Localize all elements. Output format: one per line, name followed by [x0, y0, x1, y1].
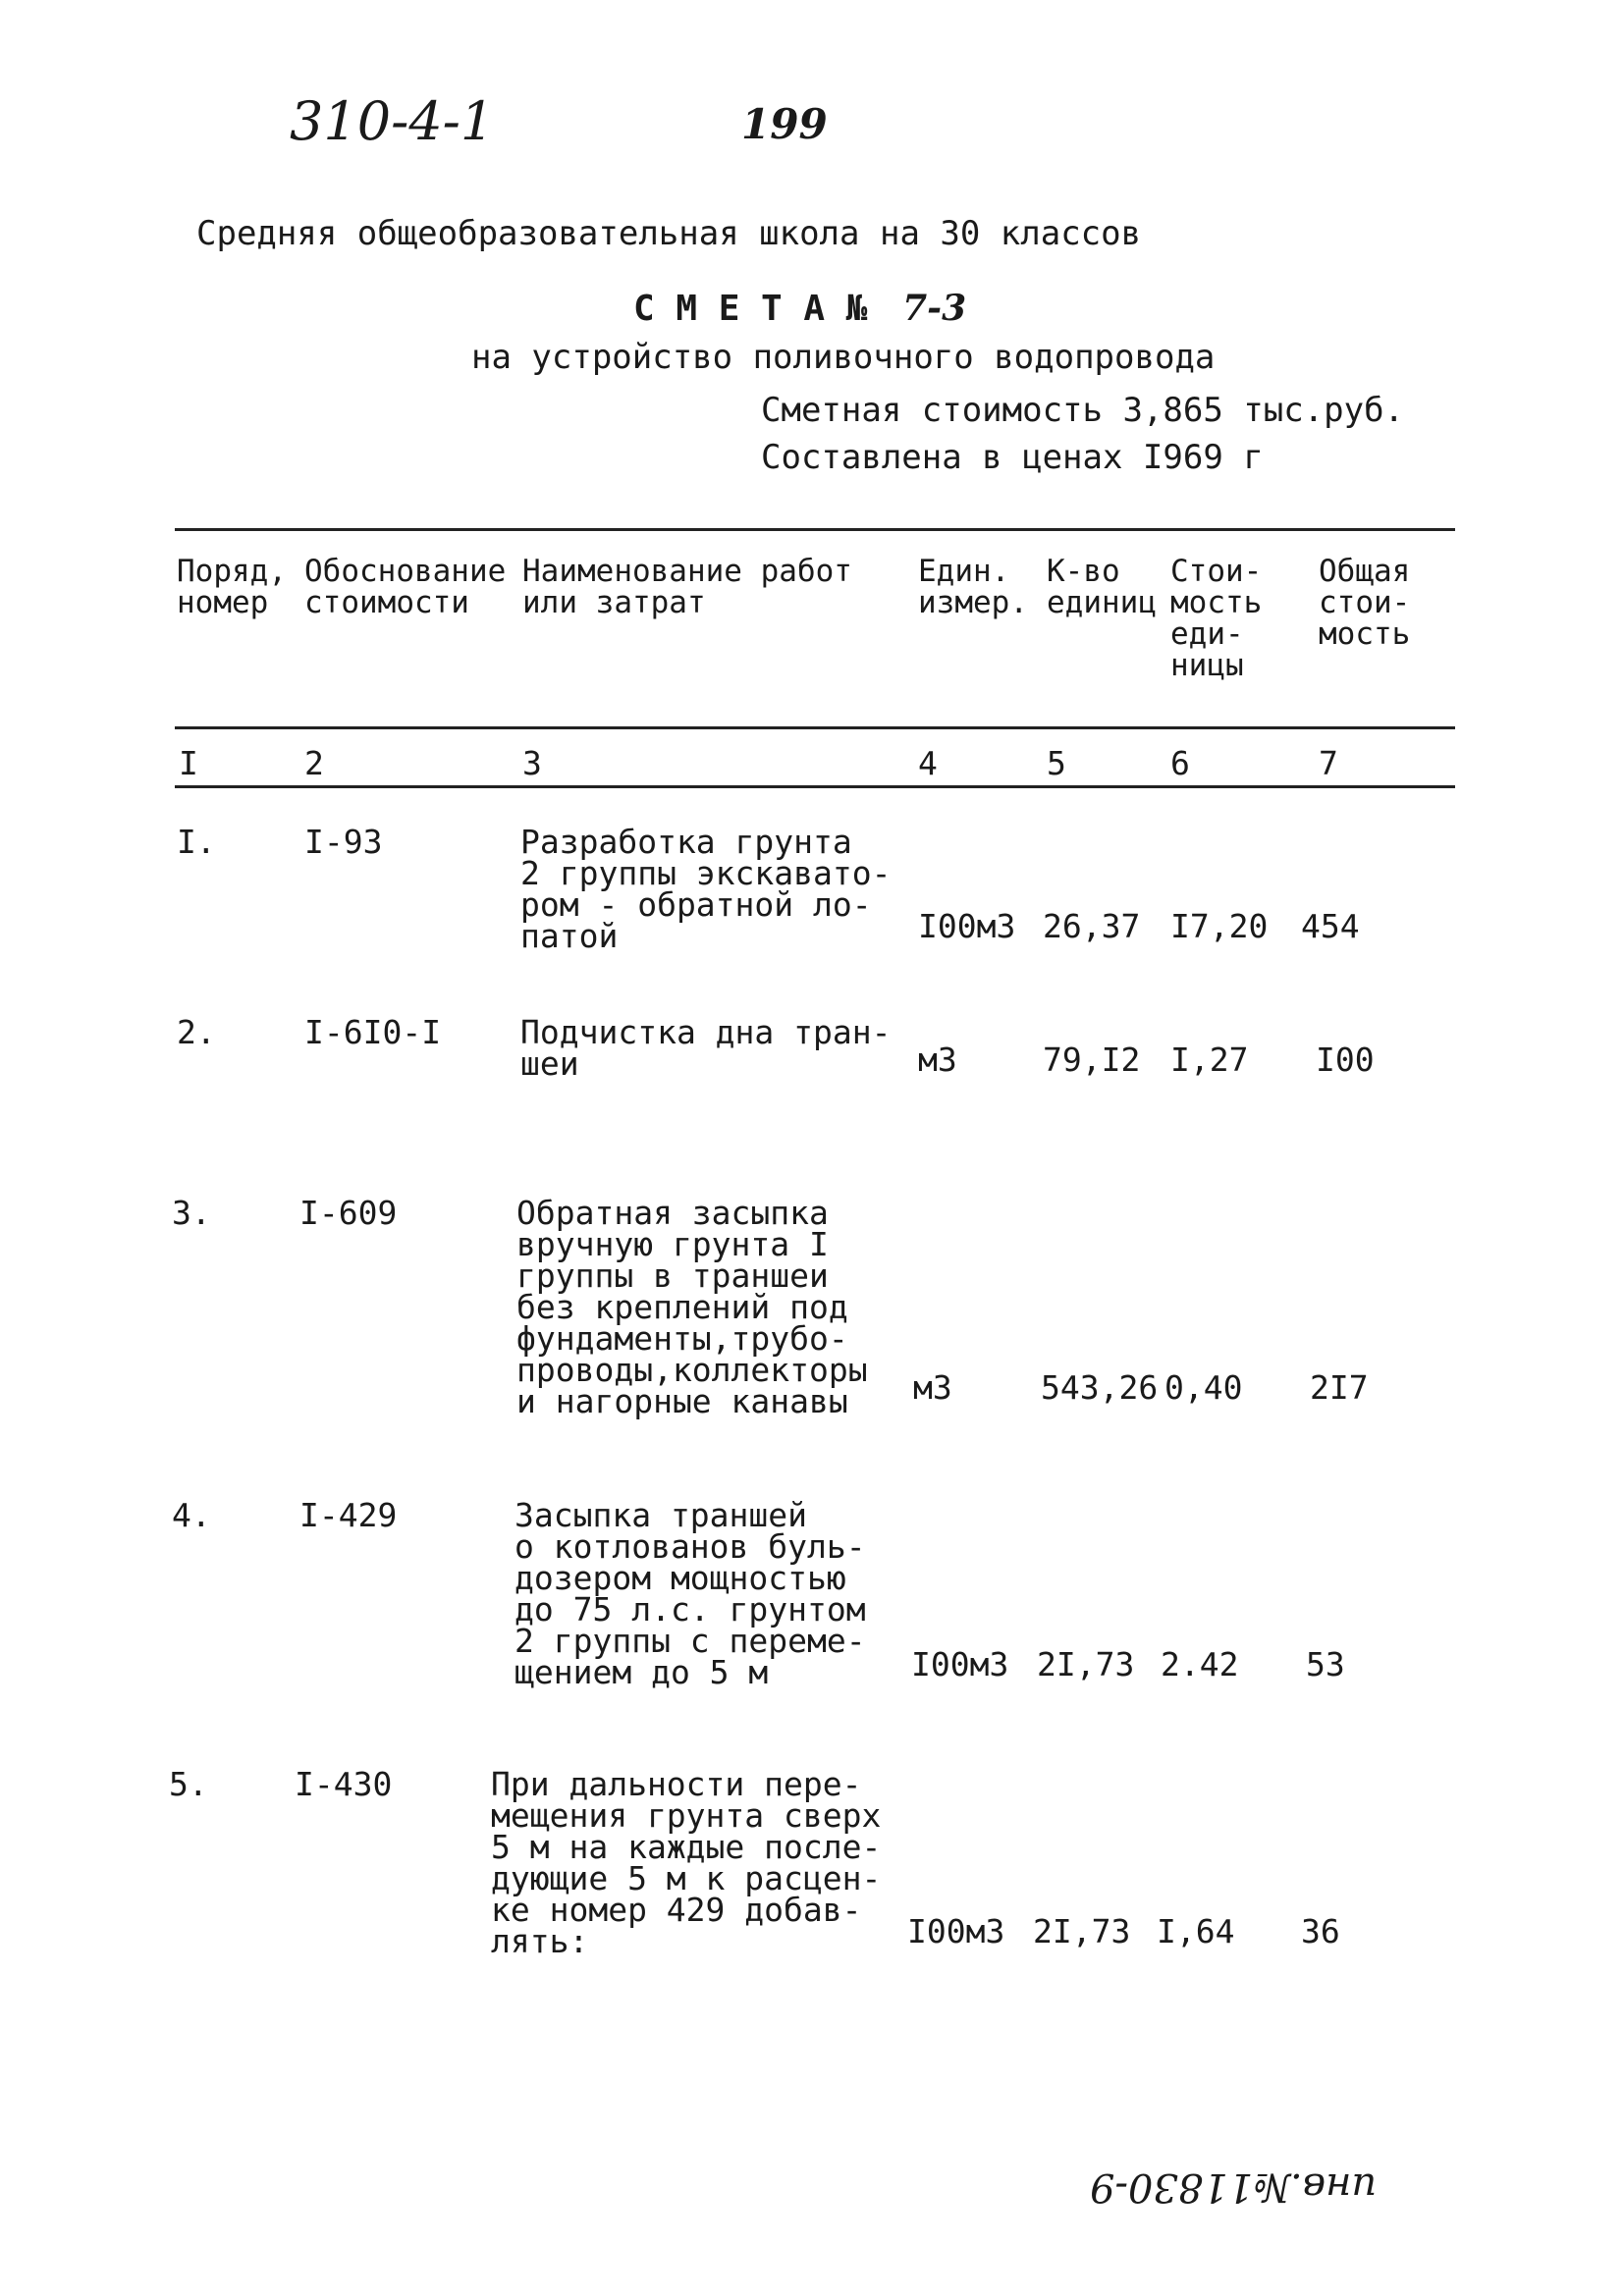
school-name: Средняя общеобразовательная школа на 30 классов	[196, 214, 1142, 253]
header-col-4: Един. измер.	[918, 554, 1028, 620]
smeta-title: С М Е Т А №	[633, 289, 868, 329]
row-unit-price: I7,20	[1170, 907, 1269, 945]
row-basis: I-93	[304, 823, 383, 861]
row-work-name: Разработка грунта 2 группы экскавато- ром - обратной ло- патой	[520, 823, 892, 955]
handwritten-page-number: 199	[741, 100, 828, 148]
header-col-3: Наименование работ или затрат	[522, 554, 852, 620]
header-col-2: Обоснование стоимости	[304, 554, 507, 620]
handwritten-inventory-number: инв.№11830-9	[1090, 2164, 1378, 2210]
handwritten-code: 310-4-1	[290, 90, 495, 152]
row-unit: м3	[918, 1041, 957, 1079]
colnum-5: 5	[1047, 744, 1066, 782]
colnum-4: 4	[918, 744, 938, 782]
row-unit: I00м3	[911, 1645, 1009, 1683]
row-quantity: 26,37	[1043, 907, 1141, 945]
header-col-5: К-во единиц	[1047, 554, 1157, 620]
row-work-name: Обратная засыпка вручную грунта I группы в траншеи без креплений под фундаменты,трубо- проводы,коллекторы и нагорные канавы	[516, 1194, 868, 1420]
header-col-1: Поряд, номер	[177, 554, 287, 620]
row-basis: I-6I0-I	[304, 1013, 442, 1051]
row-work-name: Засыпка траншей о котлованов буль- дозером мощностью до 75 л.с. грунтом 2 группы с переме- щением до 5 м	[514, 1496, 866, 1691]
row-quantity: 79,I2	[1043, 1041, 1141, 1079]
estimated-cost: Сметная стоимость 3,865 тыс.руб.	[761, 391, 1405, 430]
colnum-3: 3	[522, 744, 542, 782]
row-work-name: Подчистка дна тран- шеи	[520, 1013, 892, 1083]
row-basis: I-609	[299, 1194, 398, 1232]
row-total: 2I7	[1310, 1368, 1369, 1407]
colnum-1: I	[179, 744, 198, 782]
row-quantity: 543,26	[1041, 1368, 1159, 1407]
smeta-number: 7-3	[902, 288, 967, 329]
row-basis: I-429	[299, 1496, 398, 1534]
row-total: 36	[1301, 1912, 1340, 1950]
price-basis: Составлена в ценах I969 г	[761, 438, 1264, 477]
row-unit-price: 0,40	[1164, 1368, 1243, 1407]
row-unit: I00м3	[907, 1912, 1005, 1950]
row-number: 3.	[172, 1194, 211, 1232]
row-quantity: 2I,73	[1037, 1645, 1135, 1683]
row-number: 5.	[169, 1765, 208, 1803]
table-header-rule	[175, 726, 1455, 729]
row-number: 2.	[177, 1013, 216, 1051]
row-unit-price: I,27	[1170, 1041, 1249, 1079]
row-total: 454	[1301, 907, 1360, 945]
row-number: I.	[177, 823, 216, 861]
colnum-2: 2	[304, 744, 324, 782]
row-total: I00	[1316, 1041, 1375, 1079]
row-quantity: 2I,73	[1033, 1912, 1131, 1950]
row-unit: м3	[913, 1368, 952, 1407]
colnum-7: 7	[1319, 744, 1338, 782]
smeta-subtitle: на устройство поливочного водопровода	[471, 338, 1216, 377]
header-col-7: Общая стои- мость	[1319, 554, 1411, 652]
smeta-heading	[633, 288, 966, 329]
row-unit: I00м3	[918, 907, 1016, 945]
header-col-6: Стои- мость еди- ницы	[1170, 554, 1263, 683]
row-unit-price: 2.42	[1161, 1645, 1239, 1683]
row-number: 4.	[172, 1496, 211, 1534]
row-total: 53	[1306, 1645, 1345, 1683]
row-unit-price: I,64	[1157, 1912, 1235, 1950]
colnum-6: 6	[1170, 744, 1190, 782]
table-colnum-rule	[175, 785, 1455, 788]
table-top-rule	[175, 528, 1455, 531]
row-basis: I-430	[295, 1765, 393, 1803]
row-work-name: При дальности пере- мещения грунта сверх 5 м на каждые после- дующие 5 м к расцен- ке номер 429 добав- лять:	[491, 1765, 882, 1960]
